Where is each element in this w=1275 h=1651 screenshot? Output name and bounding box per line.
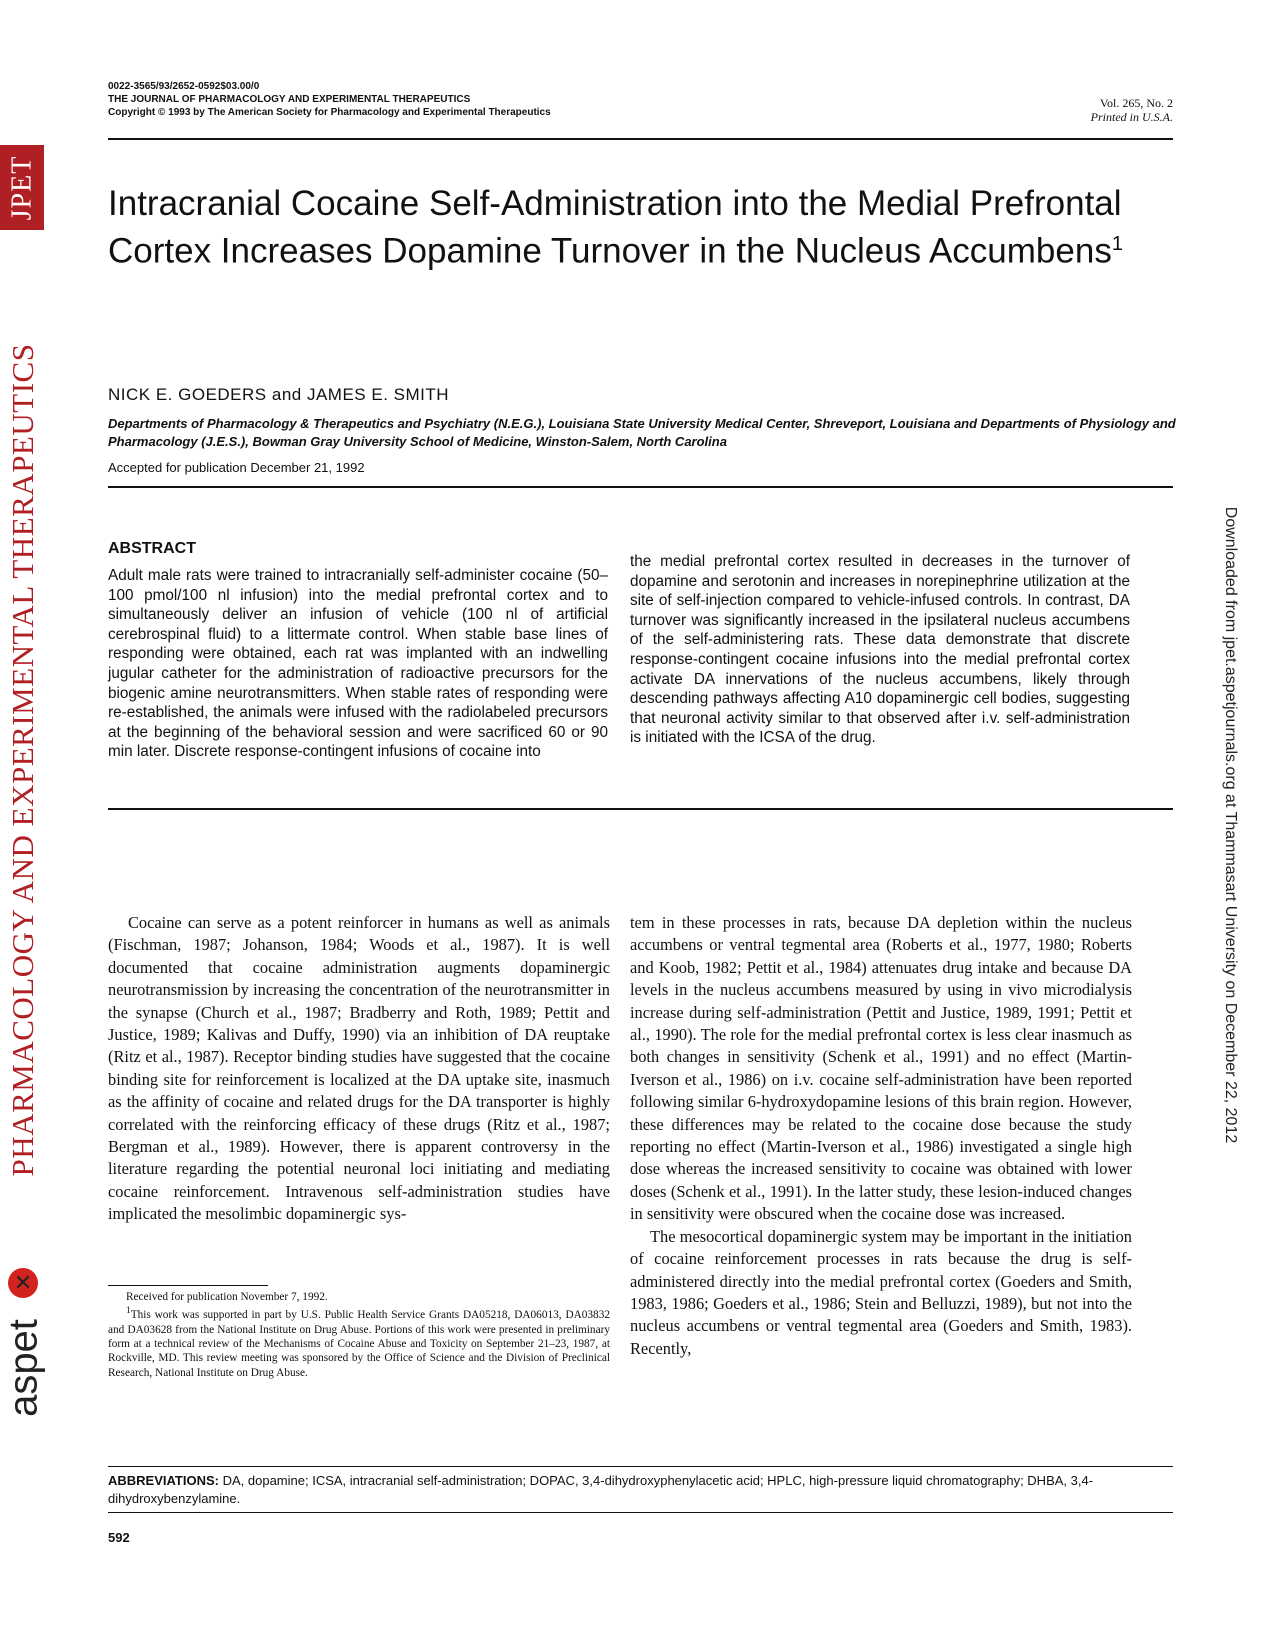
body-column-2 [630,912,1132,1360]
copyright-line: Copyright © 1993 by The American Society for Pharmacology and Experimental Therapeutics [108,107,551,118]
journal-vertical-title: PHARMACOLOGY AND EXPERIMENTAL THERAPEUTICS [5,343,40,1177]
title-footnote-mark: 1 [1111,233,1123,255]
article-code: 0022-3565/93/2652-0592$03.00/0 [108,81,260,92]
page-number: 592 [108,1530,130,1545]
journal-sidebar [0,0,46,1651]
funding-note-text: This work was supported in part by U.S. Public Health Service Grants DA05218, DA06013, DA03832 and DA03628 from the National Institute on Drug Abuse. Portions of this work were presented in preliminary form at a technical review of the Mechanisms of Cocaine Abuse and Toxicity on September 21–23, 1987, at Rockville, MD. This review meeting was sponsored by the Office of Science and the Division of Preclinical Research, National Institute on Drug Abuse. [108,1309,610,1379]
abbreviations-bottom-rule [108,1512,1173,1513]
body-column-1 [108,912,610,1226]
article-title-text: Intracranial Cocaine Self-Administration into the Medial Prefrontal Cortex Increases Dopamine Turnover in the Nucleus Accumbens [108,184,1122,271]
accepted-date: Accepted for publication December 21, 1992 [108,460,365,475]
footnote-rule [108,1285,268,1286]
journal-name: THE JOURNAL OF PHARMACOLOGY AND EXPERIMENTAL THERAPEUTICS [108,94,471,105]
funding-note [108,1304,610,1380]
aspet-logo-text: aspet [1,1319,46,1417]
article-title [108,184,1178,272]
body-paragraph: The mesocortical dopaminergic system may be important in the initiation of cocaine reinforcement processes in rats because the drug is self-administered directly into the medial prefrontal cortex (Goeders and Smith, 1983, 1986; Goeders et al., 1986; Stein and Belluzzi, 1989), but not into the nucleus accumbens or ventral tegmental area (Goeders and Smith, 1983). Recently, [630,1226,1132,1358]
printed-location: Printed in U.S.A. [1090,110,1173,124]
volume-number: Vol. 265, No. 2 [1099,96,1173,110]
title-rule [108,486,1173,488]
abbreviations [108,1472,1173,1508]
header-rule [108,138,1173,140]
volume-info [1091,96,1173,124]
journal-header [108,80,551,119]
author-list: NICK E. GOEDERS and JAMES E. SMITH [108,385,450,404]
abbreviations-text: DA, dopamine; ICSA, intracranial self-administration; DOPAC, 3,4-dihydroxyphenylacetic acid; HPLC, high-pressure liquid chromatography; DHBA, 3,4-dihydroxybenzylamine. [108,1473,1094,1506]
abbreviations-label: ABBREVIATIONS: [108,1473,219,1488]
abstract-rule [108,808,1173,810]
download-note: Downloaded from jpet.aspetjournals.org at Thammasart University on December 22, 2012 [1222,506,1239,1144]
aspet-logo [2,1268,46,1418]
aspet-logo-icon: ✕ [8,1268,38,1298]
jpet-label: JPET [6,155,37,220]
footnotes [108,1290,610,1380]
received-note: Received for publication November 7, 1992. [126,1291,328,1303]
abstract-column-1: Adult male rats were trained to intracranially self-administer cocaine (50–100 pmol/100 nl infusion) into the medial prefrontal cortex and to simultaneously deliver an infusion of vehicle (100 nl of artificial cerebrospinal fluid) to a littermate control. When stable base lines of responding were obtained, each rat was implanted with an indwelling jugular catheter for the administration of radioactive precursors for the biogenic amine neurotransmitters. When stable rates of responding were re-established, the animals were infused with the radiolabeled precursors at the beginning of the behavioral session and were sacrificed 60 or 90 min later. Discrete response-contingent infusions of cocaine into [108,567,608,761]
abbreviations-top-rule [108,1466,1173,1467]
abstract-heading: ABSTRACT [108,540,196,557]
abstract-column-2: the medial prefrontal cortex resulted in decreases in the turnover of dopamine and serotonin and increases in norepinephrine utilization at the site of self-injection compared to vehicle-infused controls. In contrast, DA turnover was significantly increased in the ipsilateral nucleus accumbens of the self-administering rats. These data demonstrate that discrete response-contingent cocaine infusions into the medial prefrontal cortex activate DA innervations of the nucleus accumbens, likely through descending pathways affecting A10 dopaminergic cell bodies, suggesting that neuronal activity similar to that observed after i.v. self-administration is initiated with the ICSA of the drug. [630,553,1130,747]
body-paragraph: tem in these processes in rats, because DA depletion within the nucleus accumbens or ventral tegmental area (Roberts et al., 1977, 1980; Roberts and Koob, 1982; Pettit et al., 1984) attenuates drug intake and because DA levels in the nucleus accumbens measured by using in vivo microdialysis increase during self-administration (Pettit and Justice, 1989, 1991; Pettit et al., 1990). The role for the medial prefrontal cortex is less clear inasmuch as both changes in sensitivity (Schenk et al., 1991) and no effect (Martin-Iverson et al., 1986) on i.v. cocaine self-administration have been reported following similar 6-hydroxydopamine lesions of this brain region. However, these differences may be related to the cocaine dose because the study reporting no effect (Martin-Iverson et al., 1986) investigated a single high dose whereas the increased sensitivity to cocaine was obtained with lower doses (Schenk et al., 1991). In the latter study, these lesion-induced changes in sensitivity were obscured when the cocaine dose was increased. [630,913,1132,1224]
author-affiliations: Departments of Pharmacology & Therapeutics and Psychiatry (N.E.G.), Louisiana State University Medical Center, Shreveport, Louisiana and Departments of Physiology and Pharmacology (J.E.S.), Bowman Gray University School of Medicine, Winston-Salem, North Carolina [108,416,1176,449]
body-paragraph: Cocaine can serve as a potent reinforcer in humans as well as animals (Fischman, 1987; Johanson, 1984; Woods et al., 1987). It is well documented that cocaine administration augments dopaminergic neurotransmission by increasing the concentration of the neurotransmitter in the synapse (Church et al., 1987; Bradberry and Roth, 1989; Pettit and Justice, 1989; Kalivas and Duffy, 1990) via an inhibition of DA reuptake (Ritz et al., 1987). Receptor binding studies have suggested that the cocaine binding site for reinforcement is localized at the DA uptake site, inasmuch as the affinity of cocaine and related drugs for the DA transporter is highly correlated with the reinforcing efficacy of these drugs (Ritz et al., 1987; Bergman et al., 1989). However, there is apparent controversy in the literature regarding the potential neuronal loci initiating and mediating cocaine reinforcement. Intravenous self-administration studies have implicated the mesolimbic dopaminergic sys- [108,913,610,1224]
jpet-badge [0,145,44,230]
footnote-mark: 1 [126,1306,131,1317]
